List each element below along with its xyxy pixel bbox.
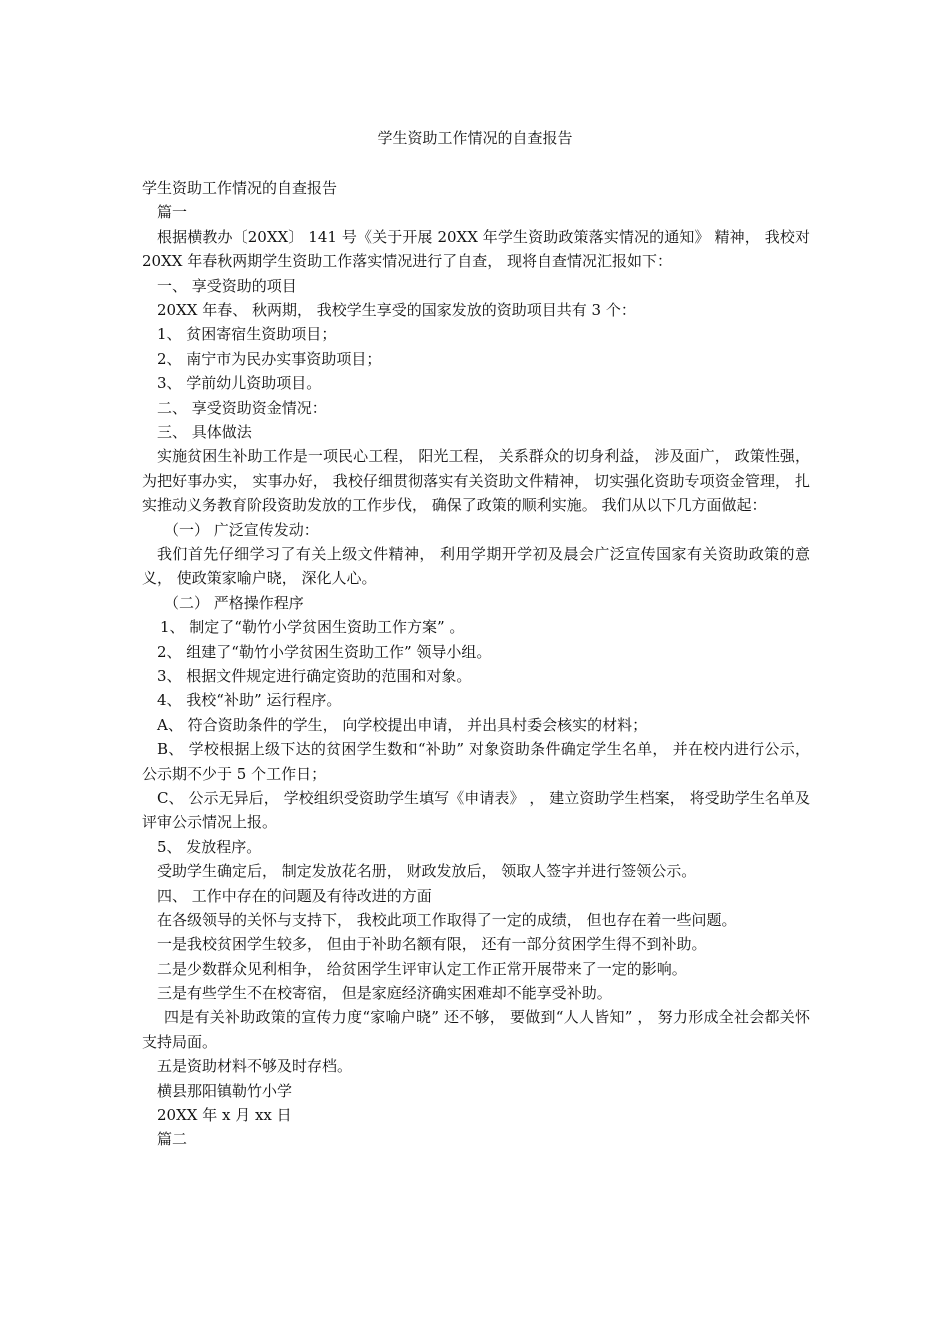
problem-item: 三是有些学生不在校寄宿， 但是家庭经济确实困难却不能享受补助。 [157, 984, 612, 1003]
list-item: 3、 根据文件规定进行确定资助的范围和对象。 [157, 666, 472, 685]
procedure-step-c: C、 公示无异后， 学校组织受资助学生填写《申请表》 ， 建立资助学生档案， 将受助学生名单及评审公示情况上报。 [142, 788, 810, 832]
subsection-a-heading: （一） 广泛宣传发动： [164, 520, 319, 539]
procedure-step-a: A、 符合资助条件的学生， 向学校提出申请， 并出具村委会核实的材料； [157, 715, 648, 734]
list-item: 2、 组建了“勒竹小学贫困生资助工作” 领导小组。 [157, 642, 492, 661]
list-item: 1、 制定了“勒竹小学贫困生资助工作方案” 。 [160, 618, 465, 637]
problem-item: 一是我校贫困学生较多， 但由于补助名额有限， 还有一部分贫困学生得不到补助。 [157, 935, 707, 954]
list-item: 1、 贫困寄宿生资助项目； [157, 325, 337, 344]
subsection-b-heading: （二） 严格操作程序 [164, 593, 304, 612]
document-title: 学生资助工作情况的自查报告 [377, 129, 573, 147]
section-3-heading: 三、 具体做法 [157, 422, 252, 441]
procedure-step-b: B、 学校根据上级下达的贫困学生数和“补助” 对象资助条件确定学生名单， 并在校内进行公示， 公示期不少于 5 个工作日； [142, 740, 810, 783]
section-3-paragraph: 实施贫困生补助工作是一项民心工程， 阳光工程， 关系群众的切身利益， 涉及面广， 政策性强， 为把好事办实， 实事办好， 我校仔细贯彻落实有关资助文件精神， 切实强化资助专项资金管理， 扎实推动义务教育阶段资助发放的工作步伐， 确保了政策的顺利实施。 我们从以下几方面做起： [142, 447, 810, 515]
list-item: 3、 学前幼儿资助项目。 [157, 374, 322, 393]
part-one-label: 篇一 [157, 203, 188, 222]
document-body [142, 176, 810, 1152]
problem-item: 四是有关补助政策的宣传力度“家喻户晓” 还不够， 要做到“人人皆知” ， 努力形成全社会都关怀支持局面。 [142, 1008, 810, 1051]
section-4-heading: 四、 工作中存在的问题及有待改进的方面 [157, 886, 432, 905]
signature-organization: 横县那阳镇勒竹小学 [157, 1081, 293, 1100]
section-1-text: 20XX 年春、 秋两期， 我校学生享受的国家发放的资助项目共有 3 个： [157, 300, 636, 319]
distribution-text: 受助学生确定后， 制定发放花名册， 财政发放后， 领取人签字并进行签领公示。 [157, 862, 697, 881]
intro-paragraph: 根据横教办〔20XX〕 141 号《关于开展 20XX 年学生资助政策落实情况的通知》 精神， 我校对 20XX 年春秋两期学生资助工作落实情况进行了自查， 现将自查情况汇报如下： [142, 227, 810, 271]
signature-date: 20XX 年 x 月 xx 日 [157, 1106, 292, 1125]
problem-item: 五是资助材料不够及时存档。 [157, 1057, 353, 1076]
report-heading: 学生资助工作情况的自查报告 [142, 179, 338, 197]
list-item: 5、 发放程序。 [157, 837, 262, 856]
list-item: 2、 南宁市为民办实事资助项目； [157, 349, 382, 368]
problem-item: 二是少数群众见利相争， 给贫困学生评审认定工作正常开展带来了一定的影响。 [157, 959, 687, 978]
section-1-heading: 一、 享受资助的项目 [157, 276, 297, 295]
subsection-a-paragraph: 我们首先仔细学习了有关上级文件精神， 利用学期开学初及晨会广泛宣传国家有关资助政策的意义， 使政策家喻户晓， 深化人心。 [142, 544, 810, 588]
part-two-label: 篇二 [157, 1130, 188, 1149]
section-2-heading: 二、 享受资助资金情况： [157, 398, 327, 417]
section-4-text: 在各级领导的关怀与支持下， 我校此项工作取得了一定的成绩， 但也存在着一些问题。 [157, 910, 737, 929]
list-item: 4、 我校“补助” 运行程序。 [157, 691, 342, 710]
